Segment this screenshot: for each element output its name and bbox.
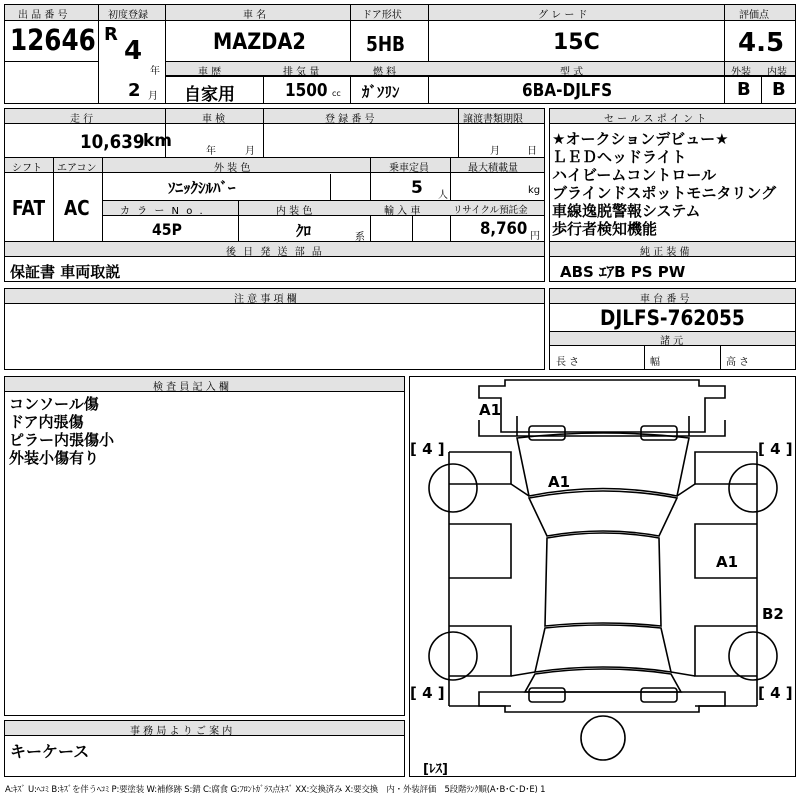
fuel-label: 燃 料 [373, 67, 397, 78]
ext-score-label: 外装 [731, 67, 751, 78]
selling-points-list [552, 130, 794, 238]
tire-rating: [ 4 ] [410, 684, 445, 702]
tire-rating: [ 4 ] [410, 440, 445, 458]
chassis-label: 車 台 番 号 [640, 294, 690, 305]
score-value: 4.5 [738, 28, 785, 58]
length-label: 長 さ [556, 357, 580, 368]
later-items-value: 保証書 車両取説 [10, 263, 121, 281]
tire-rating: [ 4 ] [758, 440, 793, 458]
transfer-day-unit: 日 [527, 146, 537, 157]
notes-label: 注 意 事 項 欄 [234, 294, 297, 305]
selling-point: 歩行者検知機能 [552, 220, 658, 238]
equipment-value: ABS ｴｱB PS PW [560, 263, 686, 281]
damage-mark: A1 [479, 401, 502, 419]
inspector-note: コンソール傷 [9, 395, 99, 413]
insp-month-unit: 月 [245, 146, 255, 157]
lot-no: 12646 [10, 23, 96, 57]
shift-value: FAT [12, 196, 46, 220]
inspector-note: 外装小傷有り [9, 449, 100, 467]
recycle-label: リサイクル預託金 [453, 205, 528, 216]
selling-points-label: セ ー ル ス ポ イ ン ト [604, 114, 707, 125]
chassis-value: DJLFS-762055 [600, 306, 745, 330]
selling-point: ブラインドスポットモニタリング [552, 184, 777, 202]
ac-label: エアコン [57, 163, 97, 174]
fuel-value: ｶﾞｿﾘﾝ [362, 83, 400, 101]
grade-value: 15C [553, 30, 600, 55]
legend: A:ｷｽﾞ U:ﾍｺﾐ B:ｷｽﾞを伴うﾍｺﾐ P:要塗装 W:補修跡 S:錆 C:腐食 G:ﾌﾛﾝﾄｶﾞﾗｽ点ｷｽﾞ XX:交換済み X:要交換 内・外装評価 5段階ﾗﾝｸ順(A･B･C･D･E) 1 [5, 785, 546, 795]
lot-no-label: 出 品 番 号 [18, 10, 68, 21]
damage-mark: A1 [716, 553, 739, 571]
mileage-label: 走 行 [70, 114, 94, 125]
int-color-unit: 系 [355, 232, 365, 243]
year-unit: 年 [150, 66, 160, 77]
selling-point: 車線逸脱警報システム [552, 202, 701, 220]
load-label: 最大積載量 [468, 163, 518, 174]
model-value: 6BA-DJLFS [522, 80, 613, 101]
shift-label: シフト [12, 163, 42, 174]
inspector-note: ピラー内張傷小 [9, 431, 115, 449]
model-label: 型 式 [560, 67, 584, 78]
load-unit: kg [528, 185, 541, 196]
mileage-value: 10,639 [80, 131, 145, 153]
car-name-label: 車 名 [243, 10, 267, 21]
displacement-value: 1500 [285, 80, 328, 101]
ext-color-value: ｿﾆｯｸｼﾙﾊﾞｰ [168, 179, 236, 197]
int-score-label: 内装 [767, 67, 787, 78]
width-label: 幅 [650, 357, 660, 368]
ext-color-label: 外 装 色 [214, 163, 251, 174]
door-label: ドア形状 [362, 10, 402, 21]
tire-rating: [ 4 ] [758, 684, 793, 702]
damage-mark: A1 [548, 473, 571, 491]
inspector-label: 検 査 員 記 入 欄 [153, 382, 229, 393]
ext-score-value: B [737, 79, 751, 100]
equipment-label: 純 正 装 備 [640, 247, 690, 258]
recycle-unit: 円 [530, 231, 540, 242]
capacity-label: 乗車定員 [389, 163, 429, 174]
inspection-label: 車 検 [202, 114, 226, 125]
height-label: 高 さ [726, 357, 750, 368]
capacity-unit: 人 [438, 190, 448, 201]
transfer-label: 譲渡書類期限 [463, 114, 523, 125]
history-label: 車 歴 [198, 67, 222, 78]
month-unit: 月 [148, 91, 158, 102]
displacement-label: 排 気 量 [283, 67, 320, 78]
inspector-notes [9, 395, 114, 467]
import-label: 輸 入 車 [384, 206, 421, 217]
reg-no-label: 登 録 番 号 [325, 114, 375, 125]
later-items-label: 後 日 発 送 部 品 [226, 247, 324, 258]
office-label: 事 務 局 よ り ご 案 内 [130, 726, 233, 737]
selling-point: ハイビームコントロール [552, 166, 717, 184]
car-name: MAZDA2 [213, 30, 306, 55]
damage-mark: B2 [762, 605, 784, 623]
grade-label: グ レ ー ド [538, 10, 588, 21]
int-score-value: B [772, 79, 786, 100]
car-diagram [409, 376, 796, 777]
inspector-note: ドア内張傷 [9, 413, 84, 431]
insp-year-unit: 年 [206, 146, 216, 157]
capacity-value: 5 [411, 178, 423, 198]
color-no-label: カ ラ ー N o . [120, 206, 205, 217]
displacement-unit: cc [332, 89, 341, 98]
selling-point: ★オークションデビュー★ [552, 130, 729, 148]
score-label: 評価点 [739, 10, 769, 21]
specs-label: 諸 元 [660, 336, 684, 347]
reg-month: 2 [128, 80, 141, 101]
int-color-label: 内 装 色 [276, 206, 313, 217]
era-mark: R [104, 24, 118, 45]
history-value: 自家用 [184, 85, 235, 105]
spare-tire-rating: [ﾚｽ] [423, 762, 448, 777]
transfer-month-unit: 月 [490, 146, 500, 157]
ac-value: AC [64, 196, 90, 220]
first-reg-label: 初度登録 [108, 10, 148, 21]
door-value: 5HB [366, 32, 406, 56]
selling-point: ＬＥＤヘッドライト [552, 148, 687, 166]
office-value: キーケース [10, 742, 90, 761]
color-no-value: 45P [152, 220, 182, 239]
reg-year: 4 [124, 36, 143, 66]
recycle-value: 8,760 [480, 219, 528, 239]
int-color-value: ｸﾛ [296, 222, 312, 240]
mileage-unit: km [143, 131, 173, 151]
